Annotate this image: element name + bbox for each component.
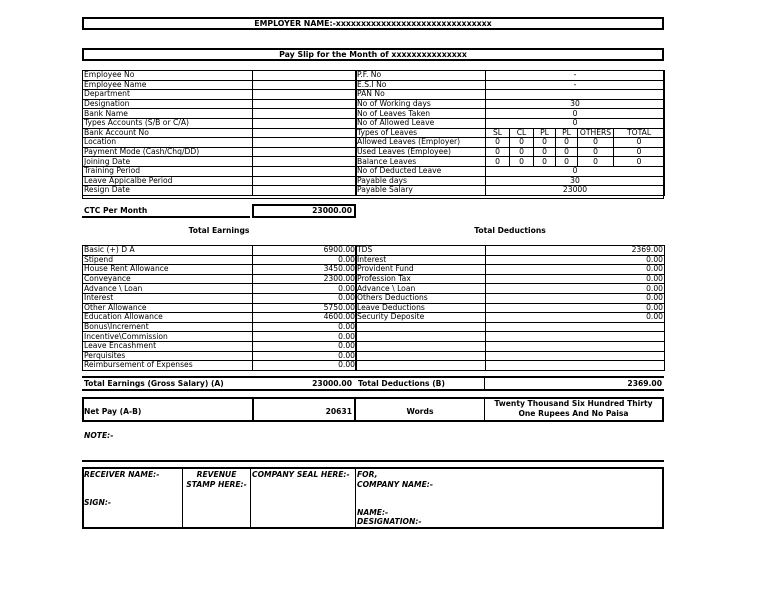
deduction-row (356, 313, 665, 323)
net-pay-words-line1: Twenty Thousand Six Hundred Thirty (494, 399, 653, 408)
earning-row (83, 274, 357, 284)
employee-field-value (253, 80, 357, 90)
earnings-table (82, 245, 357, 371)
total-earnings-title: Total Earnings (188, 226, 250, 235)
employee-field-label: Training Period (83, 166, 253, 176)
ctc-label: CTC Per Month (84, 206, 148, 215)
deduction-label (356, 332, 486, 342)
leave-row-label: Balance Leaves (356, 157, 486, 167)
employee-field-row (83, 186, 357, 196)
employee-field-row (83, 109, 357, 119)
employee-field-value (253, 157, 357, 167)
earning-row (83, 246, 357, 256)
attendance-value: - (486, 80, 665, 90)
earning-amount: 0.00 (253, 341, 357, 351)
leave-count: 0 (510, 147, 534, 157)
payslip-title: Pay Slip for the Month of xxxxxxxxxxxxxxx (279, 49, 467, 59)
employee-field-row (83, 157, 357, 167)
gross-earnings-value: 23000.00 (312, 379, 352, 388)
attendance-info-table (355, 70, 665, 196)
deduction-row (356, 284, 665, 294)
employee-field-label: Designation (83, 99, 253, 109)
deduction-amount: 0.00 (486, 284, 665, 294)
deduction-label: Others Deductions (356, 293, 486, 303)
employee-field-label: Payment Mode (Cash/Chq/DD) (83, 147, 253, 157)
leave-count: 0 (510, 138, 534, 148)
deduction-row (356, 332, 665, 342)
leave-count: 0 (486, 157, 510, 167)
employee-field-value (253, 166, 357, 176)
employee-field-row (83, 128, 357, 138)
leave-count: 0 (578, 147, 614, 157)
employee-field-label: Department (83, 90, 253, 100)
employee-field-value (253, 138, 357, 148)
deduction-label: Leave Deductions (356, 303, 486, 313)
earning-amount: 0.00 (253, 351, 357, 361)
deduction-row (356, 265, 665, 275)
earning-label: Interest (83, 293, 253, 303)
deduction-row (356, 341, 665, 351)
employee-field-value (253, 109, 357, 119)
employee-field-value (253, 90, 357, 100)
leave-count: 0 (534, 147, 556, 157)
earning-amount: 0.00 (253, 322, 357, 332)
employee-field-row (83, 147, 357, 157)
attendance-value: 0 (486, 109, 665, 119)
leave-count: 0 (614, 138, 665, 148)
leave-count: 0 (556, 157, 578, 167)
earning-amount: 0.00 (253, 255, 357, 265)
deduction-label: Security Deposite (356, 313, 486, 323)
employee-info-table (82, 70, 357, 196)
earning-row (83, 351, 357, 361)
earning-amount: 4600.00 (253, 313, 357, 323)
employee-field-row (83, 166, 357, 176)
attendance-row (356, 109, 665, 119)
totals-top-rule (82, 376, 664, 378)
earning-row (83, 255, 357, 265)
deduction-label (356, 361, 486, 371)
employee-field-row (83, 90, 357, 100)
employee-field-value (253, 71, 357, 81)
earning-label: Incentive\Commission (83, 332, 253, 342)
for-label: FOR, (357, 470, 378, 479)
deduction-amount (486, 361, 665, 371)
attendance-label: Payable days (356, 176, 486, 186)
employee-field-label: Leave Appicalbe Period (83, 176, 253, 186)
leave-count: 0 (534, 138, 556, 148)
attendance-value (486, 90, 665, 100)
leave-row (356, 138, 665, 148)
employee-field-label: Bank Account No (83, 128, 253, 138)
deduction-row (356, 246, 665, 256)
company-seal-label: COMPANY SEAL HERE:- (252, 470, 350, 479)
sign-label: SIGN:- (84, 498, 112, 507)
leave-type-header: OTHERS (578, 128, 614, 138)
employee-field-row (83, 176, 357, 186)
attendance-row (356, 99, 665, 109)
attendance-value: 30 (486, 99, 665, 109)
earning-amount: 0.00 (253, 361, 357, 371)
employee-field-label: Location (83, 138, 253, 148)
employee-field-label: Bank Name (83, 109, 253, 119)
sig-divider-2 (250, 469, 251, 527)
employee-field-value (253, 99, 357, 109)
earning-label: Other Allowance (83, 303, 253, 313)
leave-row-label: Used Leaves (Employee) (356, 147, 486, 157)
designation-label: DESIGNATION:- (357, 517, 422, 526)
attendance-value: 23000 (486, 186, 665, 196)
employee-field-value (253, 147, 357, 157)
earning-row (83, 361, 357, 371)
attendance-label: Payable Salary (356, 186, 486, 196)
employee-field-row (83, 99, 357, 109)
employee-field-label: Employee Name (83, 80, 253, 90)
earning-label: Conveyance (83, 274, 253, 284)
totals-bottom-rule (82, 389, 664, 391)
deduction-amount: 2369.00 (486, 246, 665, 256)
attendance-row (356, 90, 665, 100)
leave-type-header: TOTAL (614, 128, 665, 138)
attendance-label: No of Allowed Leave (356, 118, 486, 128)
deduction-row (356, 351, 665, 361)
leave-types-label: Types of Leaves (356, 128, 486, 138)
attendance-row (356, 71, 665, 81)
deduction-label: Interest (356, 255, 486, 265)
leave-row (356, 147, 665, 157)
employer-title: EMPLOYER NAME:-xxxxxxxxxxxxxxxxxxxxxxxxxxxxxxx (254, 18, 492, 28)
deductions-table (355, 245, 665, 371)
deduction-amount: 0.00 (486, 303, 665, 313)
leave-type-header: PL (534, 128, 556, 138)
stamp-here-label: STAMP HERE:- (186, 480, 247, 489)
earning-label: Basic (+) D A (83, 246, 253, 256)
attendance-value: 0 (486, 118, 665, 128)
deduction-amount: 0.00 (486, 274, 665, 284)
deduction-amount (486, 341, 665, 351)
company-name-label: COMPANY NAME:- (357, 480, 433, 489)
deduction-amount: 0.00 (486, 313, 665, 323)
employee-field-value (253, 128, 357, 138)
footer-top-rule (82, 460, 664, 462)
deduction-row (356, 293, 665, 303)
totals-divider (484, 378, 485, 389)
signatory-name-label: NAME:- (357, 508, 389, 517)
revenue-label: REVENUE (196, 470, 237, 479)
earning-label: Education Allowance (83, 313, 253, 323)
deduction-label: Provident Fund (356, 265, 486, 275)
leave-header-row (356, 128, 665, 138)
employee-field-row (83, 138, 357, 148)
attendance-row (356, 176, 665, 186)
attendance-row (356, 118, 665, 128)
total-deductions-title: Total Deductions (474, 226, 546, 235)
leave-count: 0 (486, 138, 510, 148)
words-label: Words (406, 407, 434, 416)
deduction-label: Profession Tax (356, 274, 486, 284)
attendance-row (356, 186, 665, 196)
leave-count: 0 (556, 147, 578, 157)
deduction-row (356, 303, 665, 313)
attendance-label: No of Working days (356, 99, 486, 109)
leave-row-label: Allowed Leaves (Employer) (356, 138, 486, 148)
earning-row (83, 293, 357, 303)
employee-field-row (83, 80, 357, 90)
leave-type-header: PL (556, 128, 578, 138)
leave-type-header: CL (510, 128, 534, 138)
leave-count: 0 (578, 157, 614, 167)
ctc-value: 23000.00 (312, 206, 352, 215)
earning-row (83, 332, 357, 342)
deduction-label (356, 322, 486, 332)
earning-amount: 0.00 (253, 284, 357, 294)
earning-row (83, 322, 357, 332)
leave-count: 0 (556, 138, 578, 148)
leave-count: 0 (534, 157, 556, 167)
attendance-label: No of Deducted Leave (356, 166, 486, 176)
earning-row (83, 284, 357, 294)
earning-label: Leave Encashment (83, 341, 253, 351)
earning-amount: 0.00 (253, 293, 357, 303)
deduction-amount (486, 351, 665, 361)
employee-field-row (83, 118, 357, 128)
employee-field-label: Resign Date (83, 186, 253, 196)
total-deductions-value: 2369.00 (627, 379, 662, 388)
deduction-amount: 0.00 (486, 255, 665, 265)
net-pay-label: Net Pay (A-B) (84, 407, 142, 416)
earning-amount: 5750.00 (253, 303, 357, 313)
earning-row (83, 313, 357, 323)
deduction-row (356, 322, 665, 332)
earning-amount: 6900.00 (253, 246, 357, 256)
employee-field-row (83, 71, 357, 81)
deduction-amount: 0.00 (486, 293, 665, 303)
leave-row (356, 157, 665, 167)
leave-count: 0 (486, 147, 510, 157)
earning-label: Stipend (83, 255, 253, 265)
deduction-label: Advance \ Loan (356, 284, 486, 294)
deduction-amount: 0.00 (486, 265, 665, 275)
deduction-amount (486, 332, 665, 342)
deduction-amount (486, 322, 665, 332)
attendance-value: 30 (486, 176, 665, 186)
employee-field-label: Employee No (83, 71, 253, 81)
earning-row (83, 303, 357, 313)
leave-count: 0 (614, 147, 665, 157)
leave-count: 0 (614, 157, 665, 167)
total-deductions-label: Total Deductions (B) (358, 379, 445, 388)
employee-field-label: Joining Date (83, 157, 253, 167)
employee-field-value (253, 186, 357, 196)
leave-count: 0 (578, 138, 614, 148)
earning-label: Reimbursement of Expenses (83, 361, 253, 371)
earning-amount: 0.00 (253, 332, 357, 342)
attendance-label: PAN No (356, 90, 486, 100)
earning-label: Bonus\Increment (83, 322, 253, 332)
attendance-label: No of Leaves Taken (356, 109, 486, 119)
deduction-label (356, 341, 486, 351)
sig-divider-3 (355, 469, 356, 527)
employee-field-value (253, 176, 357, 186)
deduction-label: TDS (356, 246, 486, 256)
deduction-label (356, 351, 486, 361)
receiver-name-label: RECEIVER NAME:- (84, 470, 160, 479)
net-pay-words-line2: One Rupees And No Paisa (518, 409, 629, 418)
earning-label: House Rent Allowance (83, 265, 253, 275)
earning-row (83, 341, 357, 351)
attendance-value: - (486, 71, 665, 81)
attendance-value: 0 (486, 166, 665, 176)
earning-amount: 2300.00 (253, 274, 357, 284)
employee-field-value (253, 118, 357, 128)
deduction-row (356, 274, 665, 284)
note-label: NOTE:- (84, 431, 114, 440)
deduction-row (356, 255, 665, 265)
net-pay-value: 20631 (325, 407, 352, 416)
earning-amount: 3450.00 (253, 265, 357, 275)
deduction-row (356, 361, 665, 371)
attendance-row (356, 80, 665, 90)
leave-count: 0 (510, 157, 534, 167)
leave-type-header: SL (486, 128, 510, 138)
earning-label: Perquisites (83, 351, 253, 361)
attendance-label: E.S.I No (356, 80, 486, 90)
employee-field-label: Types Accounts (S/B or C/A) (83, 118, 253, 128)
earning-row (83, 265, 357, 275)
ctc-label-underline (82, 216, 250, 218)
attendance-row (356, 166, 665, 176)
gross-earnings-label: Total Earnings (Gross Salary) (A) (84, 379, 224, 388)
attendance-label: P.F. No (356, 71, 486, 81)
earning-label: Advance \ Loan (83, 284, 253, 294)
